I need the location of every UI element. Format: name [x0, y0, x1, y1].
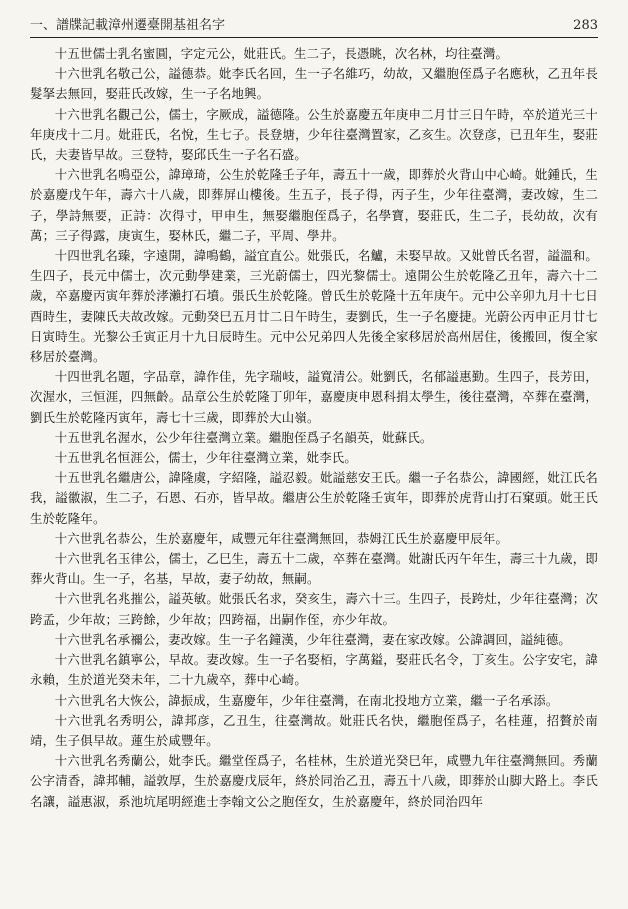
- page-header: [30, 14, 598, 34]
- paragraph: 十五世乳名繼唐公，諱隆虞，字紹隆，謚忍毅。妣謚慈安王氏。繼一子名恭公，諱國經，妣江氏名我，謚徽淑，生二子，石恩、石亦，皆早故。繼唐公生於乾隆壬寅年，即葬於虎背山打石窠頭。妣王氏生於乾隆年。: [30, 470, 598, 526]
- paragraph: 十五世儒士乳名蜜圓，字定元公，妣莊氏。生二子，長憑眺，次名林，均往臺灣。: [54, 46, 509, 61]
- paragraph: 十六世乳名鳴亞公，諱璋琦，公生於乾隆壬子年，壽五十一歲，即葬於火背山中心崎。妣鍾氏，生於嘉慶戊午年，壽六十八歲，即葬屏山樓後。生五子，長子得，丙子生，少年往臺灣，妻改嫁，生二子，學詩無要，正詩：次得寸，甲申生，無娶繼胞侄爲子，名學寶，娶莊氏，生二子，長幼故，次有萬；三子得露，庚寅生，娶林氏，繼二子，平周、學井。: [30, 167, 598, 243]
- paragraph: 十四世乳名臻，字遠開，諱鳴鶴，謚宜直公。妣張氏，名鱸，未娶早故。又妣曾氏名習，謚溫和。生四子，長元中儒士，次元動學建業，三光蔚儒士，四光黎儒士。遠開公生於乾隆乙丑年，壽六十二歲，卒嘉慶丙寅年葬於涍瀨打石墳。張氏生於乾隆。曾氏生於乾隆十五年庚午。元中公辛卯九月十七日酉時生，妻陳氏夫故改嫁。元動癸巳五月廿二日午時生，妻劉氏，生一子名慶捷。光蔚公丙申正月廿七日寅時生。光黎公壬寅正月十九日辰時生。元中公兄弟四人先後全家移居於高州居住，後搬回，復全家移居於臺灣。: [30, 248, 598, 365]
- paragraph: 十六世乳名大恢公，諱振成，生嘉慶年，少年往臺灣，在南北投地方立業，繼一子名承添。: [54, 692, 559, 708]
- paragraph: 十六世乳名玉律公，儒士，乙巳生，壽五十二歲，卒葬在臺灣。妣謝氏丙午年生，壽三十九歲，即葬火背山。生一子，名基，早故，妻子幼故，無嗣。: [30, 551, 598, 587]
- paragraph: 十六世乳名敬己公，謚德恭。妣李氏名回，生一子名維巧，幼故，又繼胞侄爲子名應秋，乙丑年長髮拏去無回，娶莊氏改嫁，生一子名地興。: [30, 66, 598, 102]
- page-number: 283: [573, 18, 598, 33]
- paragraph: 十六世乳名兆摧公，謚英敏。妣張氏名求，癸亥生，壽六十三。生四子，長跨灶，少年往臺灣；次跨孟，少年故；三跨餘，少年故；四跨福，出嗣作侄，亦少年故。: [30, 591, 598, 627]
- paragraph: 十六世乳名秀蘭公，妣李氏。繼堂侄爲子，名桂林，生於道光癸巳年，咸豐九年往臺灣無回。秀蘭公字清香，諱邦輔，謚敦厚，生於嘉慶戊辰年，終於同治乙丑，壽五十八歲，即葬於山脚大路上。李氏名讓，謚惠淑，系池坑尾明經進士李翰文公之胞侄女，生於嘉慶年，終於同治四年: [30, 753, 598, 809]
- paragraph: 十五世乳名恒涯公，儒士，少年往臺灣立業，妣李氏。: [54, 450, 357, 466]
- header-rule: [30, 37, 598, 38]
- paragraph: 十六世乳名鎮寧公，早故。妻改嫁。生一子名娶栢，字萬鎰，娶莊氏名令，丁亥生。公字安宅，諱永賴，生於道光癸未年，二十九歲卒，葬中心崎。: [30, 652, 598, 688]
- paragraph: 十四世乳名題，字品章，諱作佳，先字瑞岐，謚寬清公。妣劉氏，名郁謚惠勤。生四子，長芳田，次渥水，三恒涯，四無齡。品章公生於乾隆丁卯年，嘉慶庚申恩科捐太學生，後往臺灣，卒葬在臺灣，劉氏生於乾隆丙寅年，壽七十三歲，即葬於大山嶺。: [30, 369, 598, 425]
- text-body: [30, 44, 598, 812]
- paragraph: 十六世乳名觀己公，儒士，字厥成，謚德隆。公生於嘉慶五年庚申二月廿三日午時，卒於道光三十年庚戌十二月。妣莊氏，名悅，生七子。長登塘，少年往臺灣置家，乙亥生。次登彦，已丑年生，娶莊氏，夫妻皆早故。三登特，娶邱氏生一子名石盛。: [30, 106, 598, 163]
- paragraph: 十五世乳名渥水，公少年往臺灣立業。繼胞侄爲子名韻英，妣蘇氏。: [54, 429, 433, 445]
- paragraph: 十六世乳名恭公，生於嘉慶年，咸豐元年往臺灣無回，恭姆江氏生於嘉慶甲辰年。: [54, 530, 509, 546]
- paragraph: 十六世乳名秀明公，諱邦彦，乙丑生，往臺灣故。妣莊氏名快，繼胞侄爲子，名桂蓮，招贅於南靖，生子俱早故。蓮生於咸豐年。: [30, 712, 598, 748]
- paragraph: 十六世乳名承禰公，妻改嫁。生一子名鐘漢，少年往臺灣，妻在家改嫁。公諱調回，謚純德。: [54, 631, 572, 647]
- running-title: 一、譜牒記載漳州遷臺開基祖名字: [30, 18, 226, 33]
